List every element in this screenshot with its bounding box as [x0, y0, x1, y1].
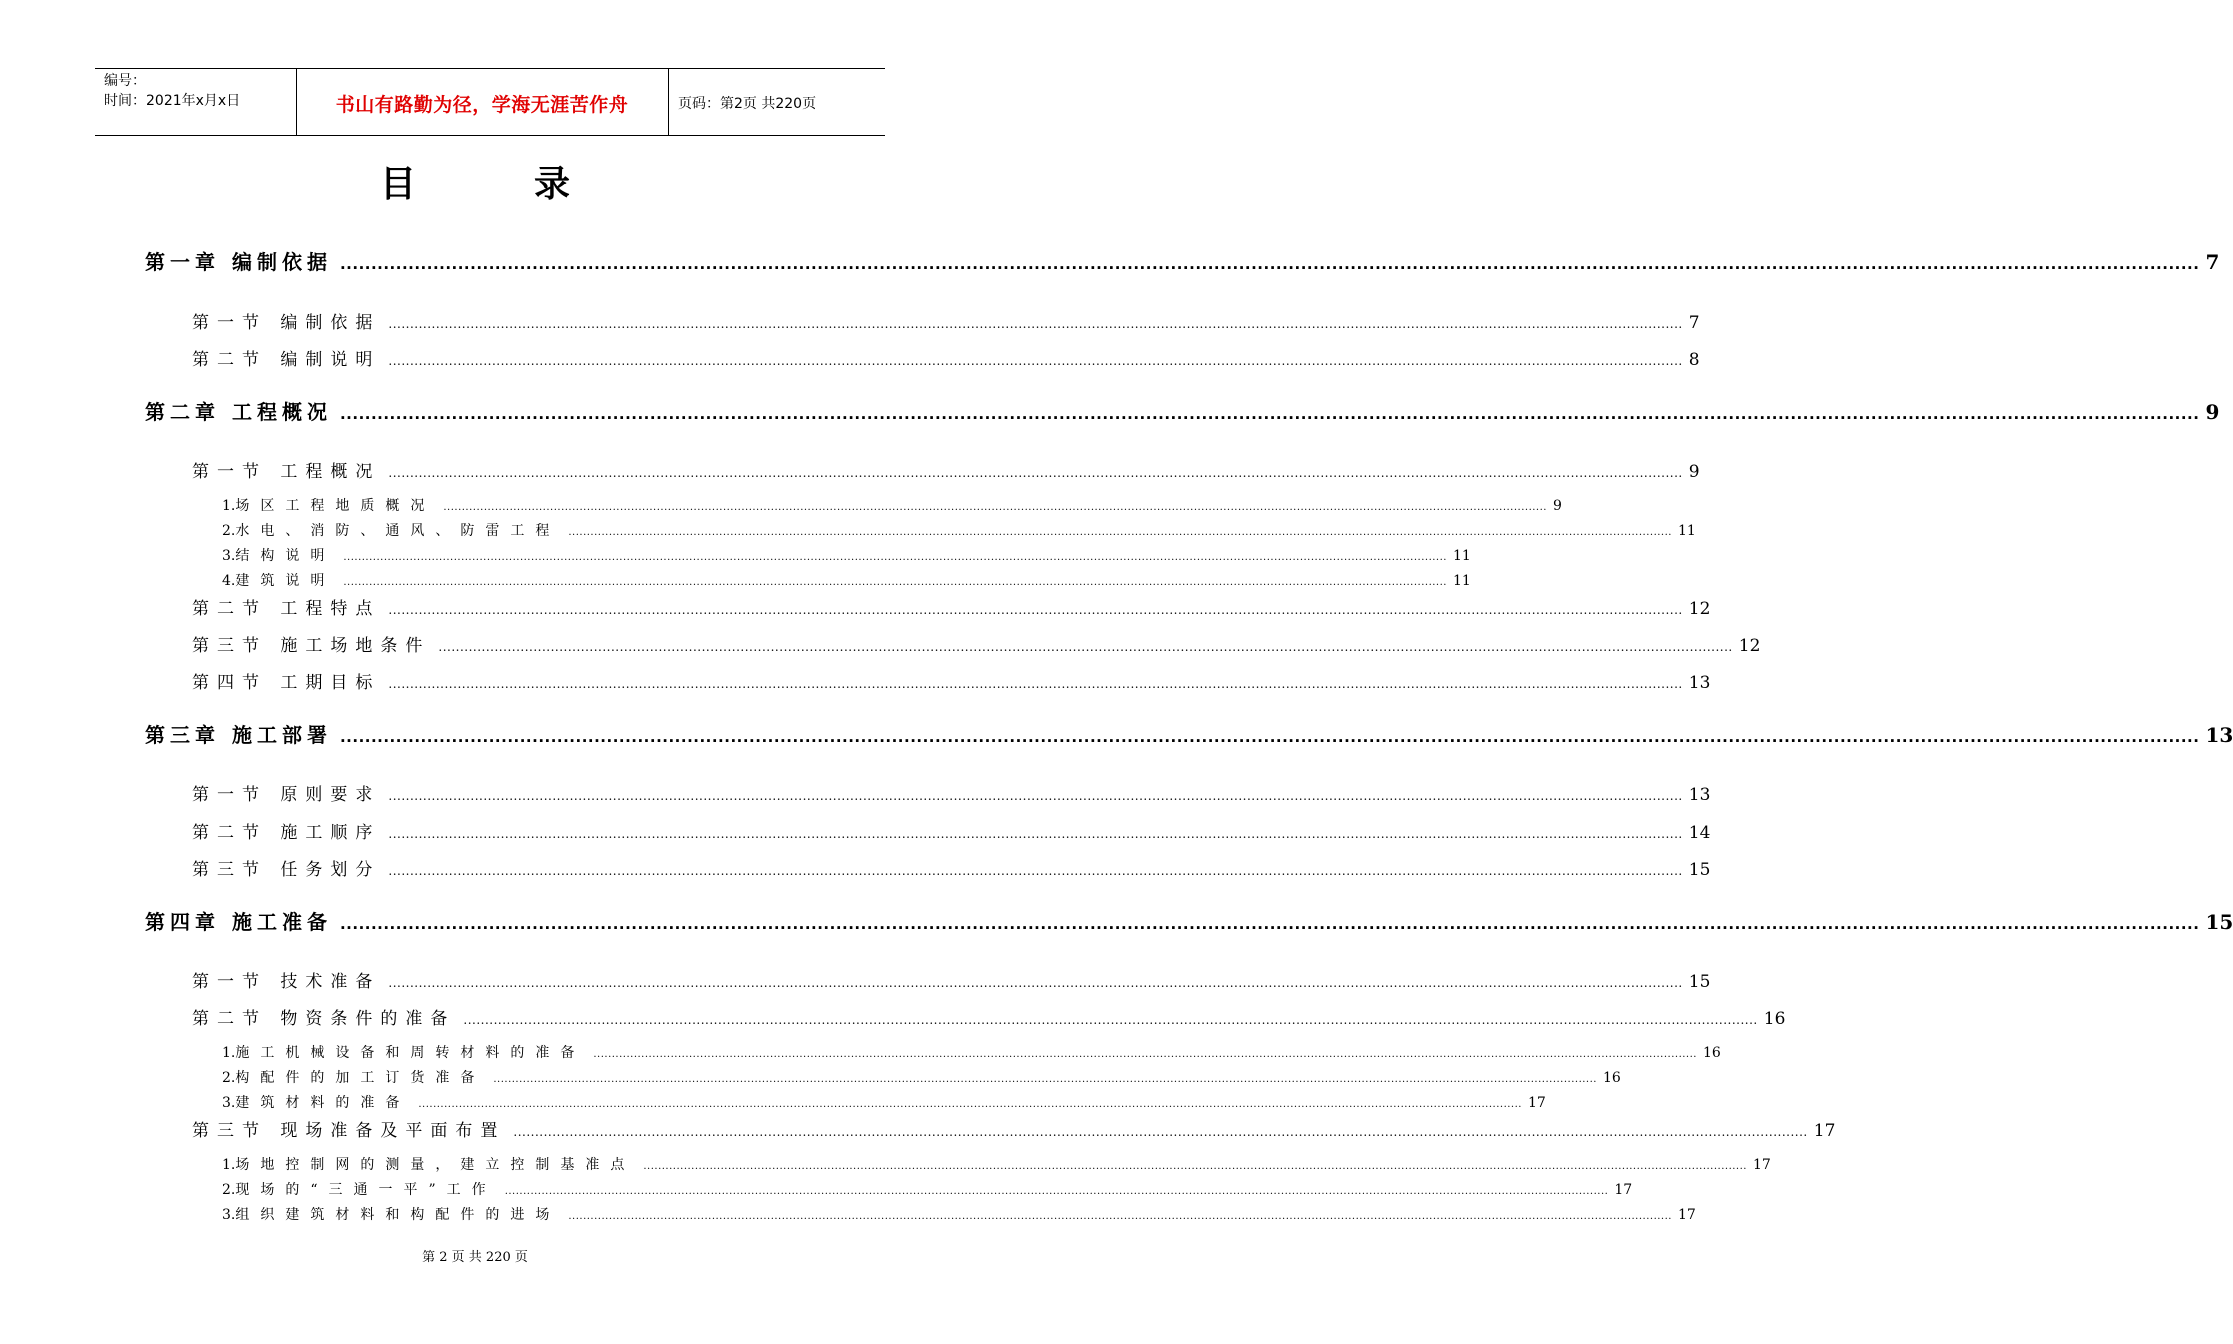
toc-title-char: 录: [534, 164, 571, 205]
toc-leader-dots: ............................................................................................................................................................................................................................................................................................................: [388, 789, 1683, 803]
toc-section[interactable]: [192, 457, 1700, 482]
toc-leader-dots: ............................................................................................................................................................................................................................................................................................................: [463, 1013, 1758, 1027]
toc-leader-dots: ............................................................................................................................................................................................................................................................................................................: [493, 1074, 1597, 1085]
toc-subsection[interactable]: [222, 1204, 1696, 1224]
toc-item-label: 构配件的加工订货准备: [235, 1070, 486, 1086]
toc-item-label: 第一节 技术准备: [192, 972, 381, 992]
toc-chapter[interactable]: [145, 719, 2233, 748]
page-header: [95, 68, 885, 136]
toc-item-label: 场地控制网的测量，建立控制基准点: [235, 1157, 636, 1173]
toc-item-page: 8: [1688, 350, 1700, 370]
toc-leader-dots: ............................................................................................................................................................................................................................................................................................................: [339, 915, 2200, 933]
toc-chapter[interactable]: [145, 396, 2220, 425]
toc-leader-dots: ............................................................................................................................................................................................................................................................................................................: [343, 577, 1447, 588]
toc-item-page: 7: [1688, 313, 1700, 333]
toc-item-label: 第三节 施工场地条件: [192, 636, 431, 656]
toc-item-page: 12: [1738, 636, 1761, 656]
toc-section[interactable]: [192, 668, 1711, 693]
header-page-info: 页码：第2页 共220页: [678, 96, 817, 112]
toc-section[interactable]: [192, 967, 1711, 992]
toc-item-page: 17: [1677, 1207, 1696, 1223]
toc-leader-dots: ............................................................................................................................................................................................................................................................................................................: [388, 827, 1683, 841]
toc-item-number: 1.: [222, 498, 236, 514]
toc-section[interactable]: [192, 345, 1700, 370]
toc-item-page: 14: [1688, 823, 1711, 843]
header-meta: [104, 71, 240, 111]
toc-item-page: 13: [2205, 723, 2233, 747]
toc-item-page: 11: [1452, 548, 1471, 564]
toc-item-page: 9: [1688, 462, 1700, 482]
toc-item-page: 13: [1688, 785, 1711, 805]
toc-item-label: 第一章 编制依据: [145, 250, 332, 274]
toc-leader-dots: ............................................................................................................................................................................................................................................................................................................: [339, 405, 2200, 423]
toc-item-number: 3.: [222, 1095, 236, 1111]
toc-item-label: 第二节 工程特点: [192, 599, 381, 619]
toc-item-label: 水电、消防、通风、防雷工程: [235, 523, 561, 539]
toc-item-page: 7: [2205, 250, 2220, 274]
toc-item-page: 11: [1677, 523, 1696, 539]
header-number-label: 编号：: [104, 73, 146, 89]
toc-subsection[interactable]: [222, 1154, 1771, 1174]
toc-leader-dots: ............................................................................................................................................................................................................................................................................................................: [339, 255, 2200, 273]
toc-item-label: 第一节 原则要求: [192, 785, 381, 805]
toc-item-label: 第一节 工程概况: [192, 462, 381, 482]
toc-item-label: 第一节 编制依据: [192, 313, 381, 333]
toc-subsection[interactable]: [222, 495, 1562, 515]
toc-item-page: 15: [2205, 910, 2233, 934]
toc-leader-dots: ............................................................................................................................................................................................................................................................................................................: [568, 527, 1672, 538]
toc-leader-dots: ............................................................................................................................................................................................................................................................................................................: [418, 1099, 1522, 1110]
toc-item-page: 15: [1688, 860, 1711, 880]
toc-leader-dots: ............................................................................................................................................................................................................................................................................................................: [443, 502, 1547, 513]
toc-item-page: 16: [1702, 1045, 1721, 1061]
toc-leader-dots: ............................................................................................................................................................................................................................................................................................................: [339, 728, 2200, 746]
toc-item-page: 17: [1614, 1182, 1633, 1198]
toc-item-number: 2.: [222, 1182, 236, 1198]
toc-item-number: 3.: [222, 1207, 236, 1223]
toc-leader-dots: ............................................................................................................................................................................................................................................................................................................: [513, 1125, 1808, 1139]
toc-item-page: 17: [1527, 1095, 1546, 1111]
toc-item-label: 第二节 物资条件的准备: [192, 1009, 456, 1029]
toc-item-page: 11: [1452, 573, 1471, 589]
toc-section[interactable]: [192, 1116, 1836, 1141]
toc-item-label: 第二章 工程概况: [145, 400, 332, 424]
toc-subsection[interactable]: [222, 1179, 1633, 1199]
toc-leader-dots: ............................................................................................................................................................................................................................................................................................................: [388, 466, 1683, 480]
toc-item-label: 现场的“三通一平”工作: [235, 1182, 497, 1198]
toc-item-page: 16: [1602, 1070, 1621, 1086]
toc-chapter[interactable]: [145, 906, 2233, 935]
toc-item-label: 组织建筑材料和构配件的进场: [235, 1207, 561, 1223]
toc-leader-dots: ............................................................................................................................................................................................................................................................................................................: [388, 317, 1683, 331]
toc-subsection[interactable]: [222, 1042, 1721, 1062]
toc-leader-dots: ............................................................................................................................................................................................................................................................................................................: [438, 640, 1733, 654]
toc-item-label: 第二节 编制说明: [192, 350, 381, 370]
toc-leader-dots: ............................................................................................................................................................................................................................................................................................................: [343, 552, 1447, 563]
toc-item-label: 建筑说明: [235, 573, 336, 589]
header-motto: 书山有路勤为径，学海无涯苦作舟: [335, 93, 629, 116]
toc-item-label: 第四节 工期目标: [192, 673, 381, 693]
toc-item-label: 施工机械设备和周转材料的准备: [235, 1045, 586, 1061]
toc-item-page: 17: [1752, 1157, 1771, 1173]
toc-subsection[interactable]: [222, 520, 1696, 540]
toc-item-label: 第三节 现场准备及平面布置: [192, 1121, 506, 1141]
toc-item-label: 第三章 施工部署: [145, 723, 332, 747]
header-time-label: 时间：2021年x月x日: [104, 93, 241, 109]
toc-leader-dots: ............................................................................................................................................................................................................................................................................................................: [504, 1186, 1609, 1197]
toc-item-number: 1.: [222, 1045, 236, 1061]
toc-item-page: 9: [2205, 400, 2220, 424]
toc-item-page: 12: [1688, 599, 1711, 619]
toc-section[interactable]: [192, 631, 1761, 656]
toc-item-number: 2.: [222, 523, 236, 539]
toc-item-page: 17: [1813, 1121, 1836, 1141]
toc-item-number: 2.: [222, 1070, 236, 1086]
toc-leader-dots: ............................................................................................................................................................................................................................................................................................................: [388, 603, 1683, 617]
toc-leader-dots: ............................................................................................................................................................................................................................................................................................................: [388, 354, 1683, 368]
toc-leader-dots: ............................................................................................................................................................................................................................................................................................................: [388, 864, 1683, 878]
toc-item-label: 结构说明: [235, 548, 336, 564]
toc-leader-dots: ............................................................................................................................................................................................................................................................................................................: [593, 1049, 1697, 1060]
toc-chapter[interactable]: [145, 246, 2220, 275]
toc-subsection[interactable]: [222, 570, 1471, 590]
toc-item-number: 1.: [222, 1157, 236, 1173]
toc-title: [0, 160, 950, 210]
toc-subsection[interactable]: [222, 1092, 1546, 1112]
toc-item-label: 第三节 任务划分: [192, 860, 381, 880]
toc-item-page: 16: [1763, 1009, 1786, 1029]
toc-item-label: 第四章 施工准备: [145, 910, 332, 934]
toc-item-label: 建筑材料的准备: [235, 1095, 411, 1111]
toc-section[interactable]: [192, 855, 1711, 880]
toc-leader-dots: ............................................................................................................................................................................................................................................................................................................: [643, 1161, 1747, 1172]
header-divider: [668, 69, 669, 135]
toc-leader-dots: ............................................................................................................................................................................................................................................................................................................: [388, 677, 1683, 691]
toc-leader-dots: ............................................................................................................................................................................................................................................................................................................: [388, 976, 1683, 990]
toc-subsection[interactable]: [222, 1067, 1621, 1087]
page-footer: 第 2 页 共 220 页: [422, 1250, 528, 1265]
toc-item-page: 15: [1688, 972, 1711, 992]
toc-section[interactable]: [192, 594, 1711, 619]
toc-section[interactable]: [192, 1004, 1786, 1029]
toc-leader-dots: ............................................................................................................................................................................................................................................................................................................: [568, 1211, 1672, 1222]
toc-subsection[interactable]: [222, 545, 1471, 565]
toc-item-label: 场区工程地质概况: [235, 498, 436, 514]
toc-section[interactable]: [192, 308, 1700, 333]
toc-section[interactable]: [192, 780, 1711, 805]
toc-item-number: 4.: [222, 573, 236, 589]
toc-item-label: 第二节 施工顺序: [192, 823, 381, 843]
toc-item-number: 3.: [222, 548, 236, 564]
toc-item-page: 9: [1552, 498, 1562, 514]
toc-section[interactable]: [192, 818, 1711, 843]
toc-item-page: 13: [1688, 673, 1711, 693]
toc-title-char: 目: [379, 164, 416, 205]
